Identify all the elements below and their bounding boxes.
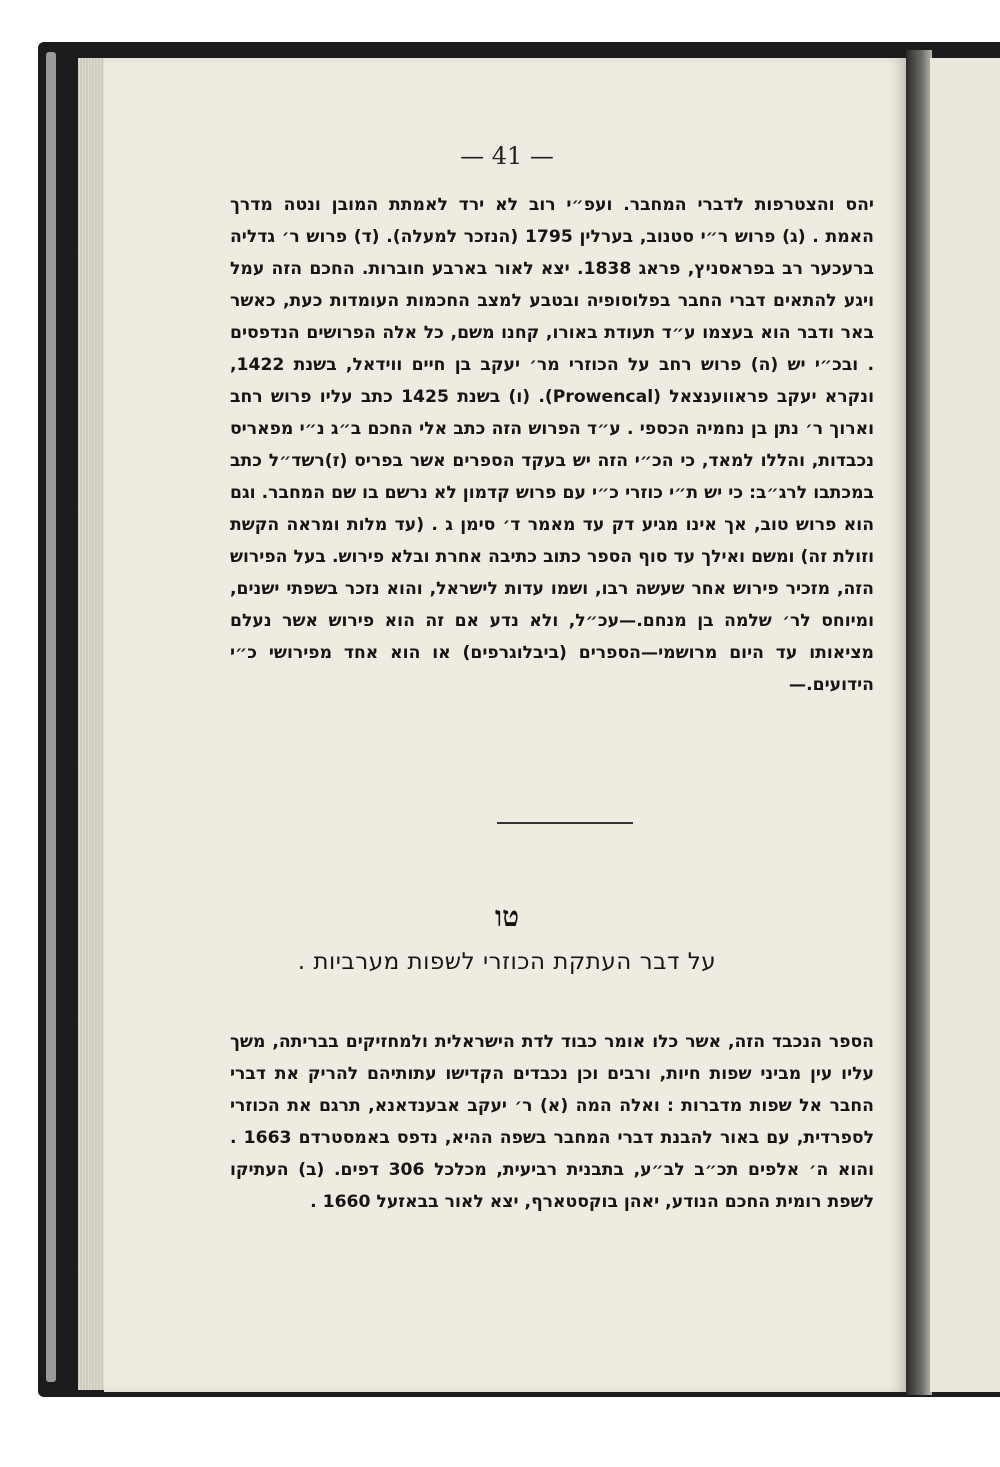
facing-page-edge — [930, 58, 1000, 1392]
section-title: על דבר העתקת הכוזרי לשפות מערביות . — [297, 949, 717, 975]
page-number: — 41 — — [460, 142, 554, 170]
book-page — [104, 58, 910, 1392]
paragraph-commentaries: יהס והצטרפות לדברי המחבר. ועפ״י רוב לא ירד לאמתת המובן ונטה מדרך האמת . (ג) פרוש ר״י סטנוב, בערלין 1795 (הנזכר למעלה). (ד) פרוש ר׳ גדליה ברעכער רב בפראסניץ, פראג 1838. יצא לאור בארבע חוברות. החכם הזה עמל ויגע להתאים דברי החבר בפלוסופיה ובטבע למצב החכמות העומדות כעת, כאשר באר ודבר הוא בעצמו ע״ד תעודת באורו, קחנו משם, כל אלה הפרושים הנדפסים . ובכ״י יש (ה) פרוש רחב על הכוזרי מר׳ יעקב בן חיים ווידאל, בשנת 1422, ונקרא יעקב פראווענצאל (Prowencal). (ו) בשנת 1425 כתב עליו פרוש רחב וארוך ר׳ נתן בן נחמיה הכספי . ע״ד הפרוש הזה כתב אלי החכם ב״ג נ״י מפאריס נכבדות, והללו למאד, כי הכ״י הזה יש בעקד הספרים אשר בפריס (ז)רשד״ל כתב במכתבו לרג״ב: כי יש ת״י כוזרי כ״י עם פרוש קדמון לא נרשם בו שם המחבר. וגם הוא פרוש טוב, אך אינו מגיע דק עד מאמר ד׳ סימן ג . (עד מלות ומראה הקשת וזולת זה) ומשם ואילך עד סוף הספר כתוב כתיבה אחרת ובלא פירוש. בעל הפירוש הזה, מזכיר פירוש אחר שעשה רבו, ושמו עדות לישראל, והוא נזכר בשפתי ישנים, ומיוחס לר׳ שלמה בן מנחם.—עכ״ל, ולא נדע אם זה הוא פירוש אשר נעלם מציאותו עד היום מרושמי—הספרים (ביבלוגרפים) או הוא אחד מפירושי כ״י הידועים.— — [230, 195, 874, 695]
cover-spine-edge — [46, 52, 56, 1382]
section-number: טו — [494, 900, 520, 933]
paragraph-translations: הספר הנכבד הזה, אשר כלו אומר כבוד לדת הישראלית ולמחזיקים בבריתה, משך עליו עין מביני שפות חיות, ורבים וכן נכבדים הקדישו עתותיהם להריק את דברי החבר אל שפות מדברות ׃ ואלה המה (א) ר׳ יעקב אבענדאנא, תרגם את הכוזרי לספרדית, עם באור להבנת דברי המחבר בשפה ההיא, נדפס באמסטרדם 1663 . והוא ה׳ אלפים תכ״ב לב״ע, בתבנית רביעית, מכלכל 306 דפים. (ב) העתיקו לשפת רומית החכם הנודע, יאהן בוקסטארף, יצא לאור בבאזעל 1660 . — [230, 1032, 874, 1212]
book-gutter — [906, 50, 932, 1395]
section-divider — [497, 822, 633, 824]
